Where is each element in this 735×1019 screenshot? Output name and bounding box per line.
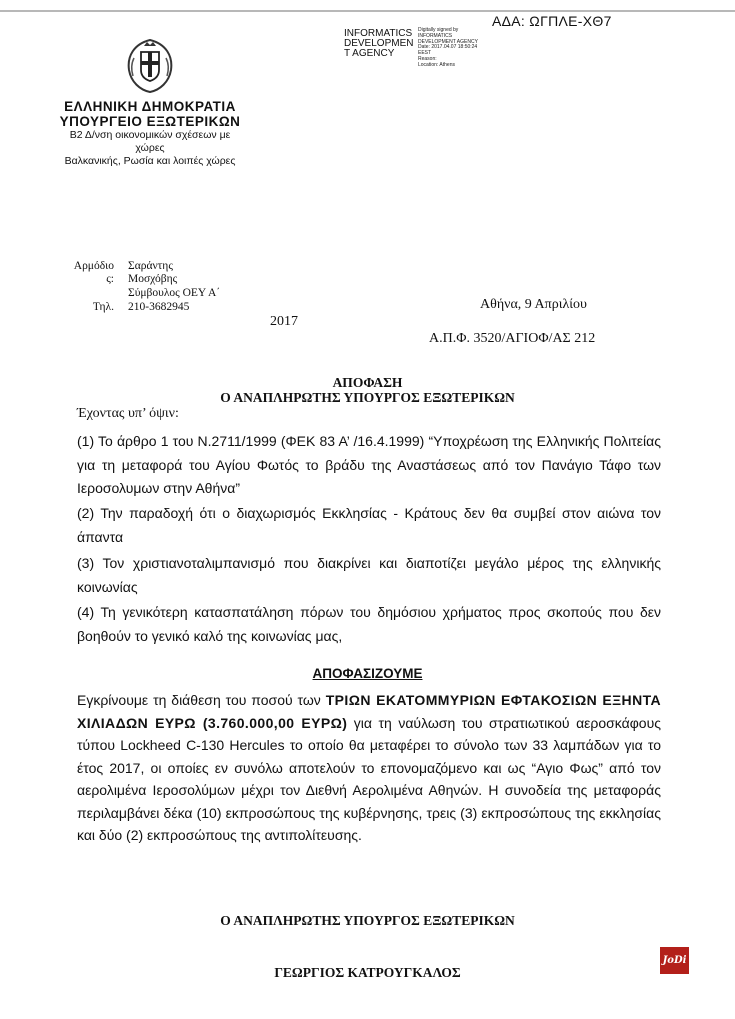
greek-coat-of-arms-icon [124, 36, 176, 94]
sig-detail: DEVELOPMENT AGENCY [418, 38, 478, 45]
consideration-item: (1) Το άρθρο 1 του Ν.2711/1999 (ΦΕΚ 83 Α’ /16.4.1999) “Υποχρέωση της Ελληνικής Πολιτείας για τη μεταφορά του Αγίου Φωτός το βράδυ της Αναστάσεως από τον Πανάγιο Τάφο των Ιεροσολυμων στην Αθήνα” [77, 433, 661, 496]
digital-signature-org: INFORMATICS DEVELOPMEN T AGENCY [344, 28, 414, 59]
document-date: Αθήνα, 9 Απριλίου [480, 297, 587, 312]
issuer-header [30, 100, 270, 168]
department-line: Β2 Δ/νση οικονομικών σχέσεων με [69, 129, 231, 141]
ministry-title: ΥΠΟΥΡΓΕΙΟ ΕΞΩΤΕΡΙΚΩΝ [59, 114, 241, 129]
phone-number: 210-3682945 [128, 301, 190, 313]
jodi-logo-icon: JoDi [660, 947, 689, 974]
ada-code: ΑΔΑ: ΩΓΠΛΕ-ΧΘ7 [492, 13, 612, 29]
decision-intro: Εγκρίνουμε τη διάθεση του ποσού των [77, 692, 326, 708]
signer-title: Ο ΑΝΑΠΛΗΡΩΤΗΣ ΥΠΟΥΡΓΟΣ ΕΞΩΤΕΡΙΚΩΝ [220, 913, 515, 928]
contact-surname: Μοσχόβης [128, 273, 178, 285]
signer-name: ΓΕΩΡΓΙΟΣ ΚΑΤΡΟΥΓΚΑΛΟΣ [274, 965, 461, 980]
consideration-item: (3) Τον χριστιανοταλιμπανισμό που διακρίνει και διαποτίζει μεγάλο μέρος της ελληνικής κοινωνίας [77, 555, 661, 595]
consideration-item: (4) Τη γενικότερη κατασπατάληση πόρων του δημόσιου χρήματος προς σκοπούς που δεν βοηθούν το γενικό καλό της κοινωνίας μας, [77, 604, 661, 644]
considerations-heading: Έχοντας υπ’ όψιν: [77, 406, 179, 421]
phone-label: Τηλ. [92, 301, 114, 313]
sig-detail: INFORMATICS [418, 32, 453, 39]
sig-detail: EEST [418, 50, 432, 57]
decision-title: ΑΠΟΦΑΣΗ [332, 375, 403, 390]
decision-issuer: Ο ΑΝΑΠΛΗΡΩΤΗΣ ΥΠΟΥΡΓΟΣ ΕΞΩΤΕΡΙΚΩΝ [220, 390, 515, 405]
sig-detail: Reason: [418, 55, 437, 62]
sig-detail: Date: 2017.04.07 18:50:24 [418, 44, 478, 51]
responsible-label: Αρμόδιο [73, 260, 114, 272]
decide-heading: ΑΠΟΦΑΣΙΖΟΥΜΕ [312, 666, 423, 681]
contact-role: Σύμβουλος ΟΕΥ Α΄ [128, 287, 221, 299]
department-line: χώρες [135, 142, 165, 154]
department-line: Βαλκανικής, Ρωσία και λοιπές χώρες [64, 155, 236, 167]
sig-detail: Digitally signed by [418, 27, 459, 33]
document-year: 2017 [270, 314, 298, 329]
top-edge-line [0, 10, 735, 12]
protocol-number: Α.Π.Φ. 3520/ΑΓΙΟΦ/ΑΣ 212 [429, 331, 596, 346]
digital-signature-details [418, 28, 518, 69]
responsible-label-cont: ς: [106, 273, 114, 285]
decision-body [77, 689, 661, 847]
decision-amount: ΤΡΙΩΝ ΕΚΑΤΟΜΜΥΡΙΩΝ ΕΦΤΑΚΟΣΙΩΝ ΕΞΗΝΤΑ ΧΙΛΙΑΔΩΝ ΕΥΡΩ (3.760.000,00 ΕΥΡΩ) [77, 692, 661, 731]
consideration-item: (2) Την παραδοχή ότι ο διαχωρισμός Εκκλησίας - Κράτους δεν θα συμβεί στον αιώνα τον άπαντα [77, 505, 661, 545]
decision-rest: για τη ναύλωση του στρατιωτικού αεροσκάφους τύπου Lockheed C-130 Hercules το οποίο θα μεταφέρει το σύνολο των 33 λαμπάδων για το έτος 2017, οι οποίες εν συνόλω αποτελούν το επονομαζόμενο και ως “Αγιο Φως” από τον αερολιμένα Ιεροσολύμων μέχρι τον Διεθνή Αερολιμένα Αθηνών. Η συνοδεία της μεταφοράς περιλαμβάνει δέκα (10) εκπροσώπους της κυβέρνησης, τρεις (3) εκπροσώπους της εκκλησίας και δύο (2) εκπροσώπους της αντιπολίτευσης. [77, 714, 661, 843]
republic-title: ΕΛΛΗΝΙΚΗ ΔΗΜΟΚΡΑΤΙΑ [64, 99, 236, 114]
sig-detail: Location: Athens [418, 61, 455, 68]
contact-name: Σαράντης [128, 260, 173, 272]
